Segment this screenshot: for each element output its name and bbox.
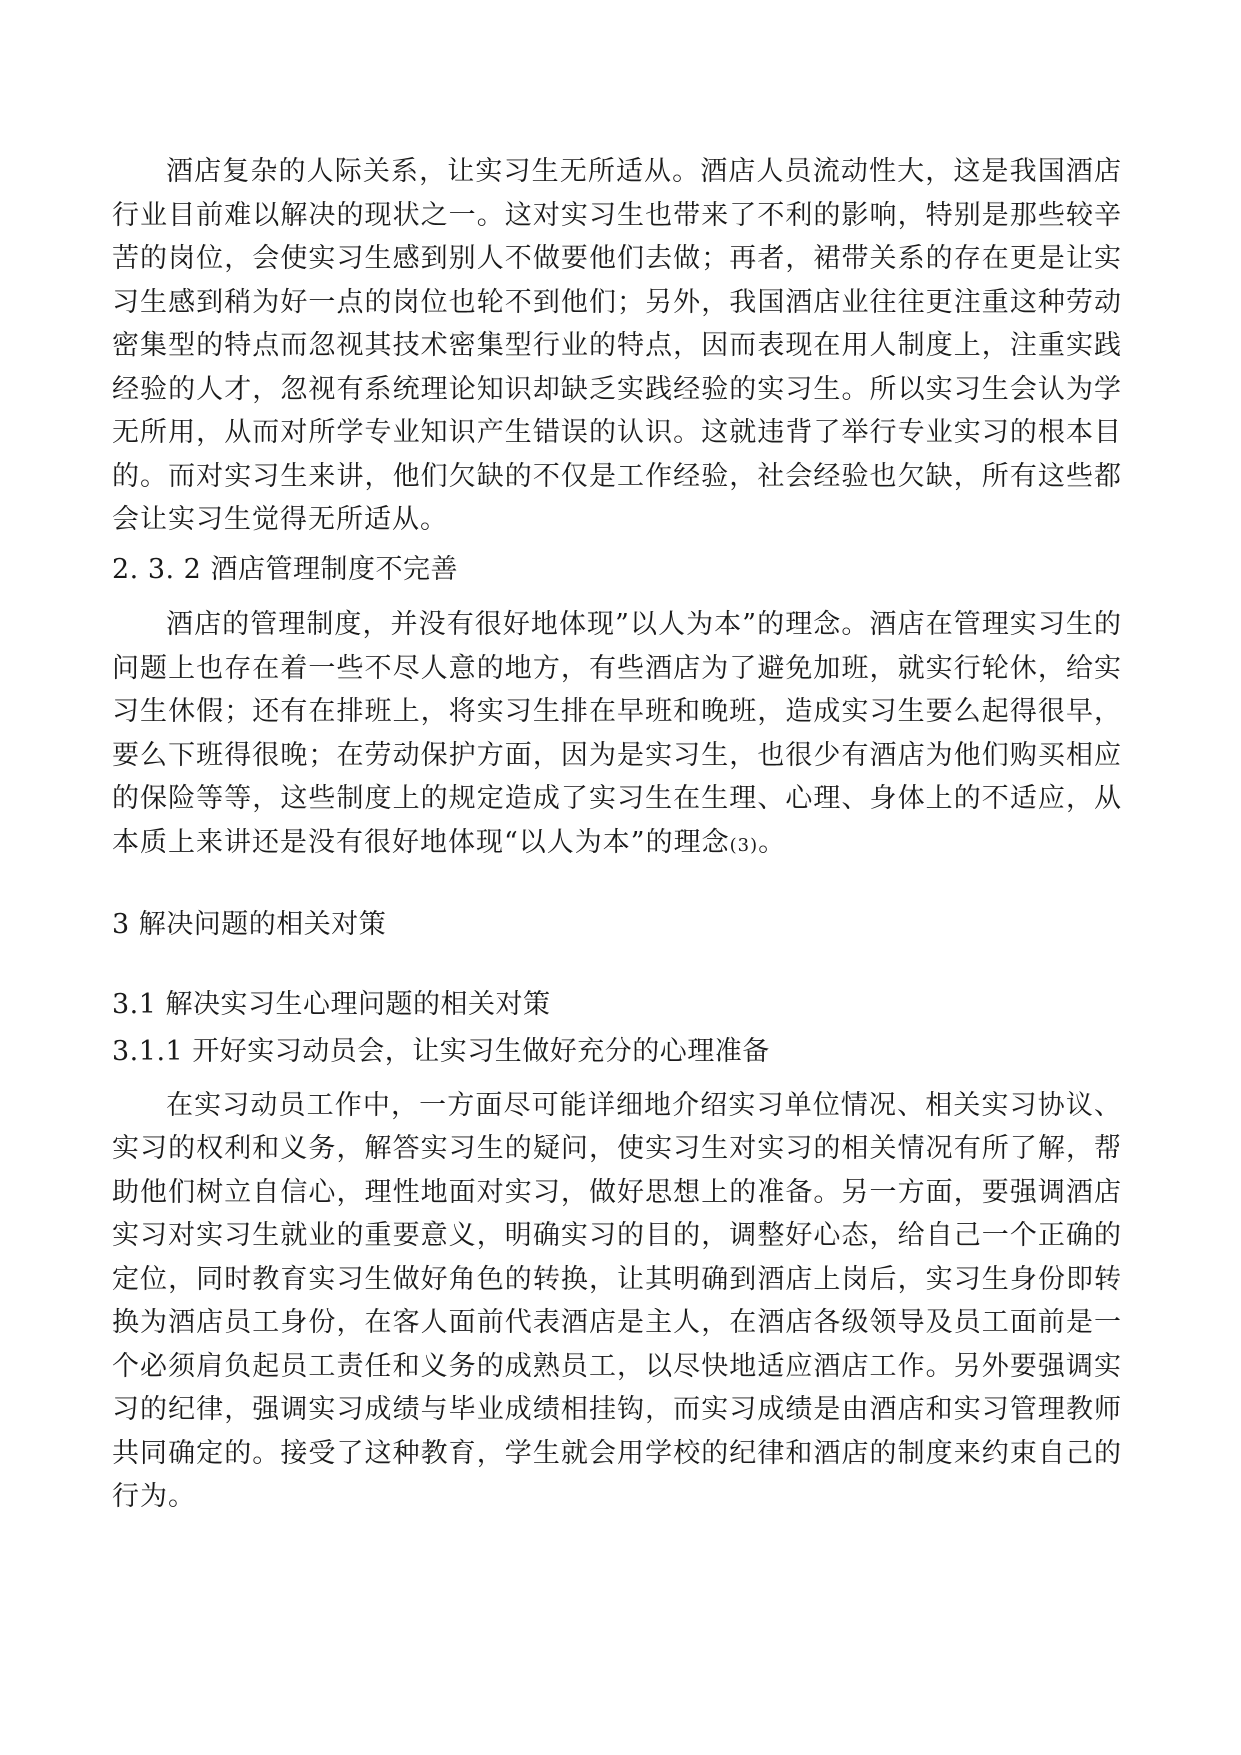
body-paragraph: 在实习动员工作中，一方面尽可能详细地介绍实习单位情况、相关实习协议、实习的权利和义务，解答实习生的疑问，使实习生对实习的相关情况有所了解，帮助他们树立自信心，理性地面对实习，做好思想上的准备。另一方面，要强调酒店实习对实习生就业的重要意义，明确实习的目的，调整好心态，给自己一个正确的定位，同时教育实习生做好角色的转换，让其明确到酒店上岗后，实习生身份即转换为酒店员工身份，在客人面前代表酒店是主人，在酒店各级领导及员工面前是一个必须肩负起员工责任和义务的成熟员工，以尽快地适应酒店工作。另外要强调实习的纪律，强调实习成绩与毕业成绩相挂钩，而实习成绩是由酒店和实习管理教师共同确定的。接受了这种教育，学生就会用学校的纪律和酒店的制度来约束自己的行为。	[112, 1089, 1122, 1512]
paragraph-text: 酒店的管理制度，并没有很好地体现”以人为本”的理念。酒店在管理实习生的问题上也存在着一些不尽人意的地方，有些酒店为了避免加班，就实行轮休，给实习生休假；还有在排班上，将实习生排在早班和晚班，造成实习生要么起得很早，要么下班得很晚；在劳动保护方面，因为是实习生，也很少有酒店为他们购买相应的保险等等，这些制度上的规定造成了实习生在生理、心理、身体上的不适应，从本质上来讲还是没有很好地体现“以人为本”的理念	[112, 609, 1122, 858]
document-page	[112, 150, 1122, 1519]
citation-reference: (3)	[729, 834, 759, 856]
section-heading-3-1: 3.1 解决实习生心理问题的相关对策	[112, 988, 551, 1020]
section-heading-3: 3 解决问题的相关对策	[112, 909, 387, 940]
body-paragraph	[112, 603, 1122, 867]
section-heading-3-1-1: 3.1.1 开好实习动员会，让实习生做好充分的心理准备	[112, 1036, 770, 1067]
section-heading-2-3-2: 2. 3. 2 酒店管理制度不完善	[112, 553, 458, 585]
paragraph-end: 。	[758, 826, 787, 858]
body-paragraph: 酒店复杂的人际关系，让实习生无所适从。酒店人员流动性大，这是我国酒店行业目前难以解决的现状之一。这对实习生也带来了不利的影响，特别是那些较辛苦的岗位，会使实习生感到别人不做要他们去做；再者，裙带关系的存在更是让实习生感到稍为好一点的岗位也轮不到他们；另外，我国酒店业往往更注重这种劳动密集型的特点而忽视其技术密集型行业的特点，因而表现在用人制度上，注重实践经验的人才，忽视有系统理论知识却缺乏实践经验的实习生。所以实习生会认为学无所用，从而对所学专业知识产生错误的认识。这就违背了举行专业实习的根本目的。而对实习生来讲，他们欠缺的不仅是工作经验，社会经验也欠缺，所有这些都会让实习生觉得无所适从。	[112, 156, 1122, 535]
